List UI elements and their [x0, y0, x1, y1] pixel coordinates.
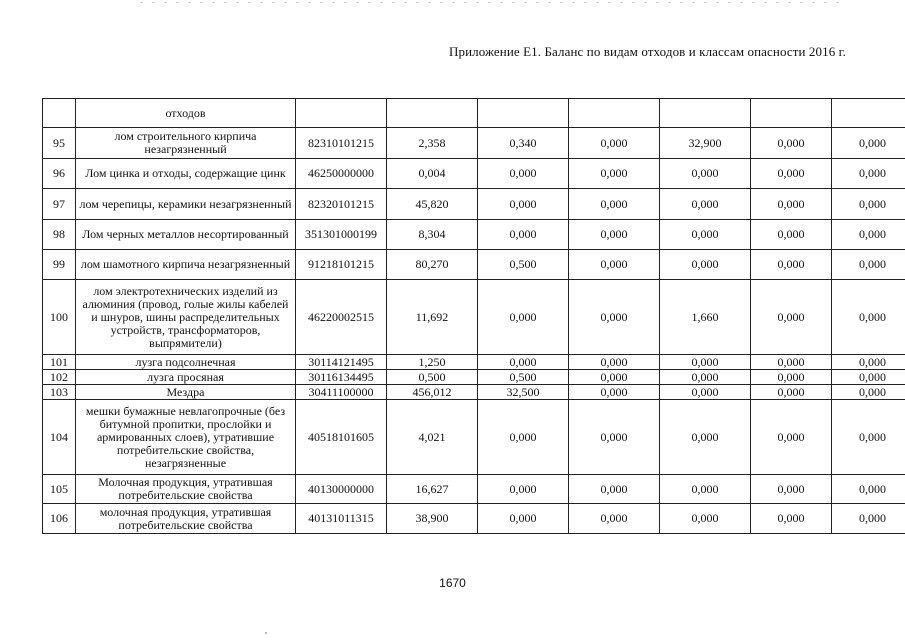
cell-value: 80,270 — [387, 250, 478, 280]
cell-value: 0,000 — [660, 400, 751, 475]
cell-value: 0,004 — [387, 159, 478, 189]
cell-value — [660, 99, 751, 128]
cell-value: 0,000 — [478, 475, 569, 504]
cell-num: 100 — [43, 280, 76, 355]
cell-num: 97 — [43, 189, 76, 220]
cell-value: 0,000 — [569, 355, 660, 370]
cell-value: 0,000 — [832, 385, 905, 400]
table-row-continuation — [43, 99, 905, 128]
cell-value: 0,000 — [660, 355, 751, 370]
cell-value: 0,000 — [832, 250, 905, 280]
cell-name: Лом черных металлов несортированный — [76, 220, 296, 250]
cell-value: 0,000 — [832, 280, 905, 355]
cell-value: 38,900 — [387, 504, 478, 534]
cell-num: 98 — [43, 220, 76, 250]
cell-num: 99 — [43, 250, 76, 280]
cell-num: 95 — [43, 128, 76, 159]
cell-value — [832, 99, 905, 128]
page-number: 1670 — [439, 576, 466, 590]
cell-value: 0,000 — [660, 159, 751, 189]
cell-value: 0,000 — [751, 355, 832, 370]
cell-value: 0,000 — [478, 159, 569, 189]
cell-code: 30411100000 — [296, 385, 387, 400]
cell-value: 0,000 — [660, 220, 751, 250]
waste-balance-table — [42, 98, 905, 534]
cell-name: лузга просяная — [76, 370, 296, 385]
cell-value: 1,250 — [387, 355, 478, 370]
cell-value: 0,000 — [569, 370, 660, 385]
cell-value: 0,000 — [751, 280, 832, 355]
cell-value: 0,000 — [660, 189, 751, 220]
cell-value: 0,000 — [751, 475, 832, 504]
cell-code: 46220002515 — [296, 280, 387, 355]
cell-name: мешки бумажные невлагопрочные (без битумной пропитки, прослойки и армированных слоев), утратившие потребительские свойства, незагрязненные — [76, 400, 296, 475]
cell-value: 0,000 — [569, 128, 660, 159]
table-row — [43, 189, 905, 220]
cell-num: 104 — [43, 400, 76, 475]
cell-value: 45,820 — [387, 189, 478, 220]
scan-artifact-dot — [265, 632, 267, 634]
cell-value: 0,000 — [660, 504, 751, 534]
cell-value: 0,000 — [478, 189, 569, 220]
cell-value: 0,000 — [832, 159, 905, 189]
cell-value: 0,000 — [569, 189, 660, 220]
cell-value: 0,000 — [751, 370, 832, 385]
table-row — [43, 355, 905, 370]
cell-name: Лом цинка и отходы, содержащие цинк — [76, 159, 296, 189]
cell-num: 102 — [43, 370, 76, 385]
table-row — [43, 128, 905, 159]
cell-value: 0,000 — [569, 250, 660, 280]
cell-code: 46250000000 — [296, 159, 387, 189]
cell-name: лом шамотного кирпича незагрязненный — [76, 250, 296, 280]
cell-value: 32,900 — [660, 128, 751, 159]
cell-value: 8,304 — [387, 220, 478, 250]
cell-code: 40130000000 — [296, 475, 387, 504]
cell-value: 0,000 — [832, 370, 905, 385]
table-row — [43, 280, 905, 355]
cell-value: 0,000 — [751, 220, 832, 250]
cell-value: 0,000 — [569, 280, 660, 355]
cell-name: лом строительного кирпича незагрязненный — [76, 128, 296, 159]
cell-value: 0,000 — [751, 250, 832, 280]
table-row — [43, 385, 905, 400]
cell-value: 0,000 — [478, 504, 569, 534]
cell-code: 351301000199 — [296, 220, 387, 250]
cell-value: 0,000 — [832, 355, 905, 370]
cell-value — [751, 99, 832, 128]
cell-value: 0,000 — [569, 504, 660, 534]
cell-code: 30114121495 — [296, 355, 387, 370]
cell-value: 0,500 — [387, 370, 478, 385]
table-row — [43, 504, 905, 534]
cell-value: 0,500 — [478, 250, 569, 280]
cell-value: 0,000 — [569, 475, 660, 504]
cell-name: лом электротехнических изделий из алюминия (провод, голые жилы кабелей и шнуров, шины распределительных устройств, трансформаторов, выпрямители) — [76, 280, 296, 355]
cell-value: 0,000 — [478, 220, 569, 250]
cell-value: 0,000 — [751, 189, 832, 220]
cell-value: 0,000 — [751, 159, 832, 189]
cell-name: молочная продукция, утратившая потребительские свойства — [76, 504, 296, 534]
cell-num: 101 — [43, 355, 76, 370]
cell-value: 0,000 — [751, 504, 832, 534]
cell-value: 0,000 — [478, 280, 569, 355]
cell-value: 0,000 — [832, 400, 905, 475]
table-row — [43, 370, 905, 385]
cell-name: Молочная продукция, утратившая потребительские свойства — [76, 475, 296, 504]
cell-value — [478, 99, 569, 128]
cell-name: лом черепицы, керамики незагрязненный — [76, 189, 296, 220]
table-row — [43, 220, 905, 250]
cell-num: 96 — [43, 159, 76, 189]
cell-value: 0,000 — [569, 159, 660, 189]
cell-value: 456,012 — [387, 385, 478, 400]
scan-artifact-line — [140, 2, 840, 3]
cell-value: 0,000 — [660, 475, 751, 504]
cell-num: 105 — [43, 475, 76, 504]
cell-num: 103 — [43, 385, 76, 400]
cell-code: 82320101215 — [296, 189, 387, 220]
table-row — [43, 475, 905, 504]
cell-value: 0,000 — [660, 370, 751, 385]
cell-value: 0,000 — [751, 385, 832, 400]
cell-code: 40131011315 — [296, 504, 387, 534]
cell-value: 0,000 — [751, 400, 832, 475]
cell-value: 4,021 — [387, 400, 478, 475]
cell-value: 0,000 — [569, 385, 660, 400]
cell-value: 0,000 — [569, 400, 660, 475]
cell-value: 0,000 — [569, 220, 660, 250]
cell-value: 0,000 — [832, 220, 905, 250]
table-row — [43, 400, 905, 475]
cell-value: 0,000 — [832, 475, 905, 504]
table-row — [43, 159, 905, 189]
cell-value: 1,660 — [660, 280, 751, 355]
cell-name: лузга подсолнечная — [76, 355, 296, 370]
cell-value: 0,000 — [478, 400, 569, 475]
cell-value: 0,000 — [660, 250, 751, 280]
cell-value: 32,500 — [478, 385, 569, 400]
cell-value — [569, 99, 660, 128]
cell-code: 82310101215 — [296, 128, 387, 159]
cell-code — [296, 99, 387, 128]
cell-num — [43, 99, 76, 128]
cell-name-continuation: отходов — [76, 99, 296, 128]
cell-value: 11,692 — [387, 280, 478, 355]
cell-code: 91218101215 — [296, 250, 387, 280]
cell-name: Мездра — [76, 385, 296, 400]
cell-num: 106 — [43, 504, 76, 534]
cell-value: 0,000 — [832, 189, 905, 220]
cell-value — [387, 99, 478, 128]
cell-value: 0,000 — [478, 355, 569, 370]
cell-value: 2,358 — [387, 128, 478, 159]
cell-value: 0,000 — [832, 504, 905, 534]
cell-value: 0,000 — [660, 385, 751, 400]
table-caption: Приложение Е1. Баланс по видам отходов и классам опасности 2016 г. — [449, 44, 846, 59]
cell-value: 16,627 — [387, 475, 478, 504]
table-row — [43, 250, 905, 280]
cell-value: 0,340 — [478, 128, 569, 159]
cell-value: 0,000 — [832, 128, 905, 159]
cell-code: 30116134495 — [296, 370, 387, 385]
cell-code: 40518101605 — [296, 400, 387, 475]
cell-value: 0,000 — [751, 128, 832, 159]
cell-value: 0,500 — [478, 370, 569, 385]
